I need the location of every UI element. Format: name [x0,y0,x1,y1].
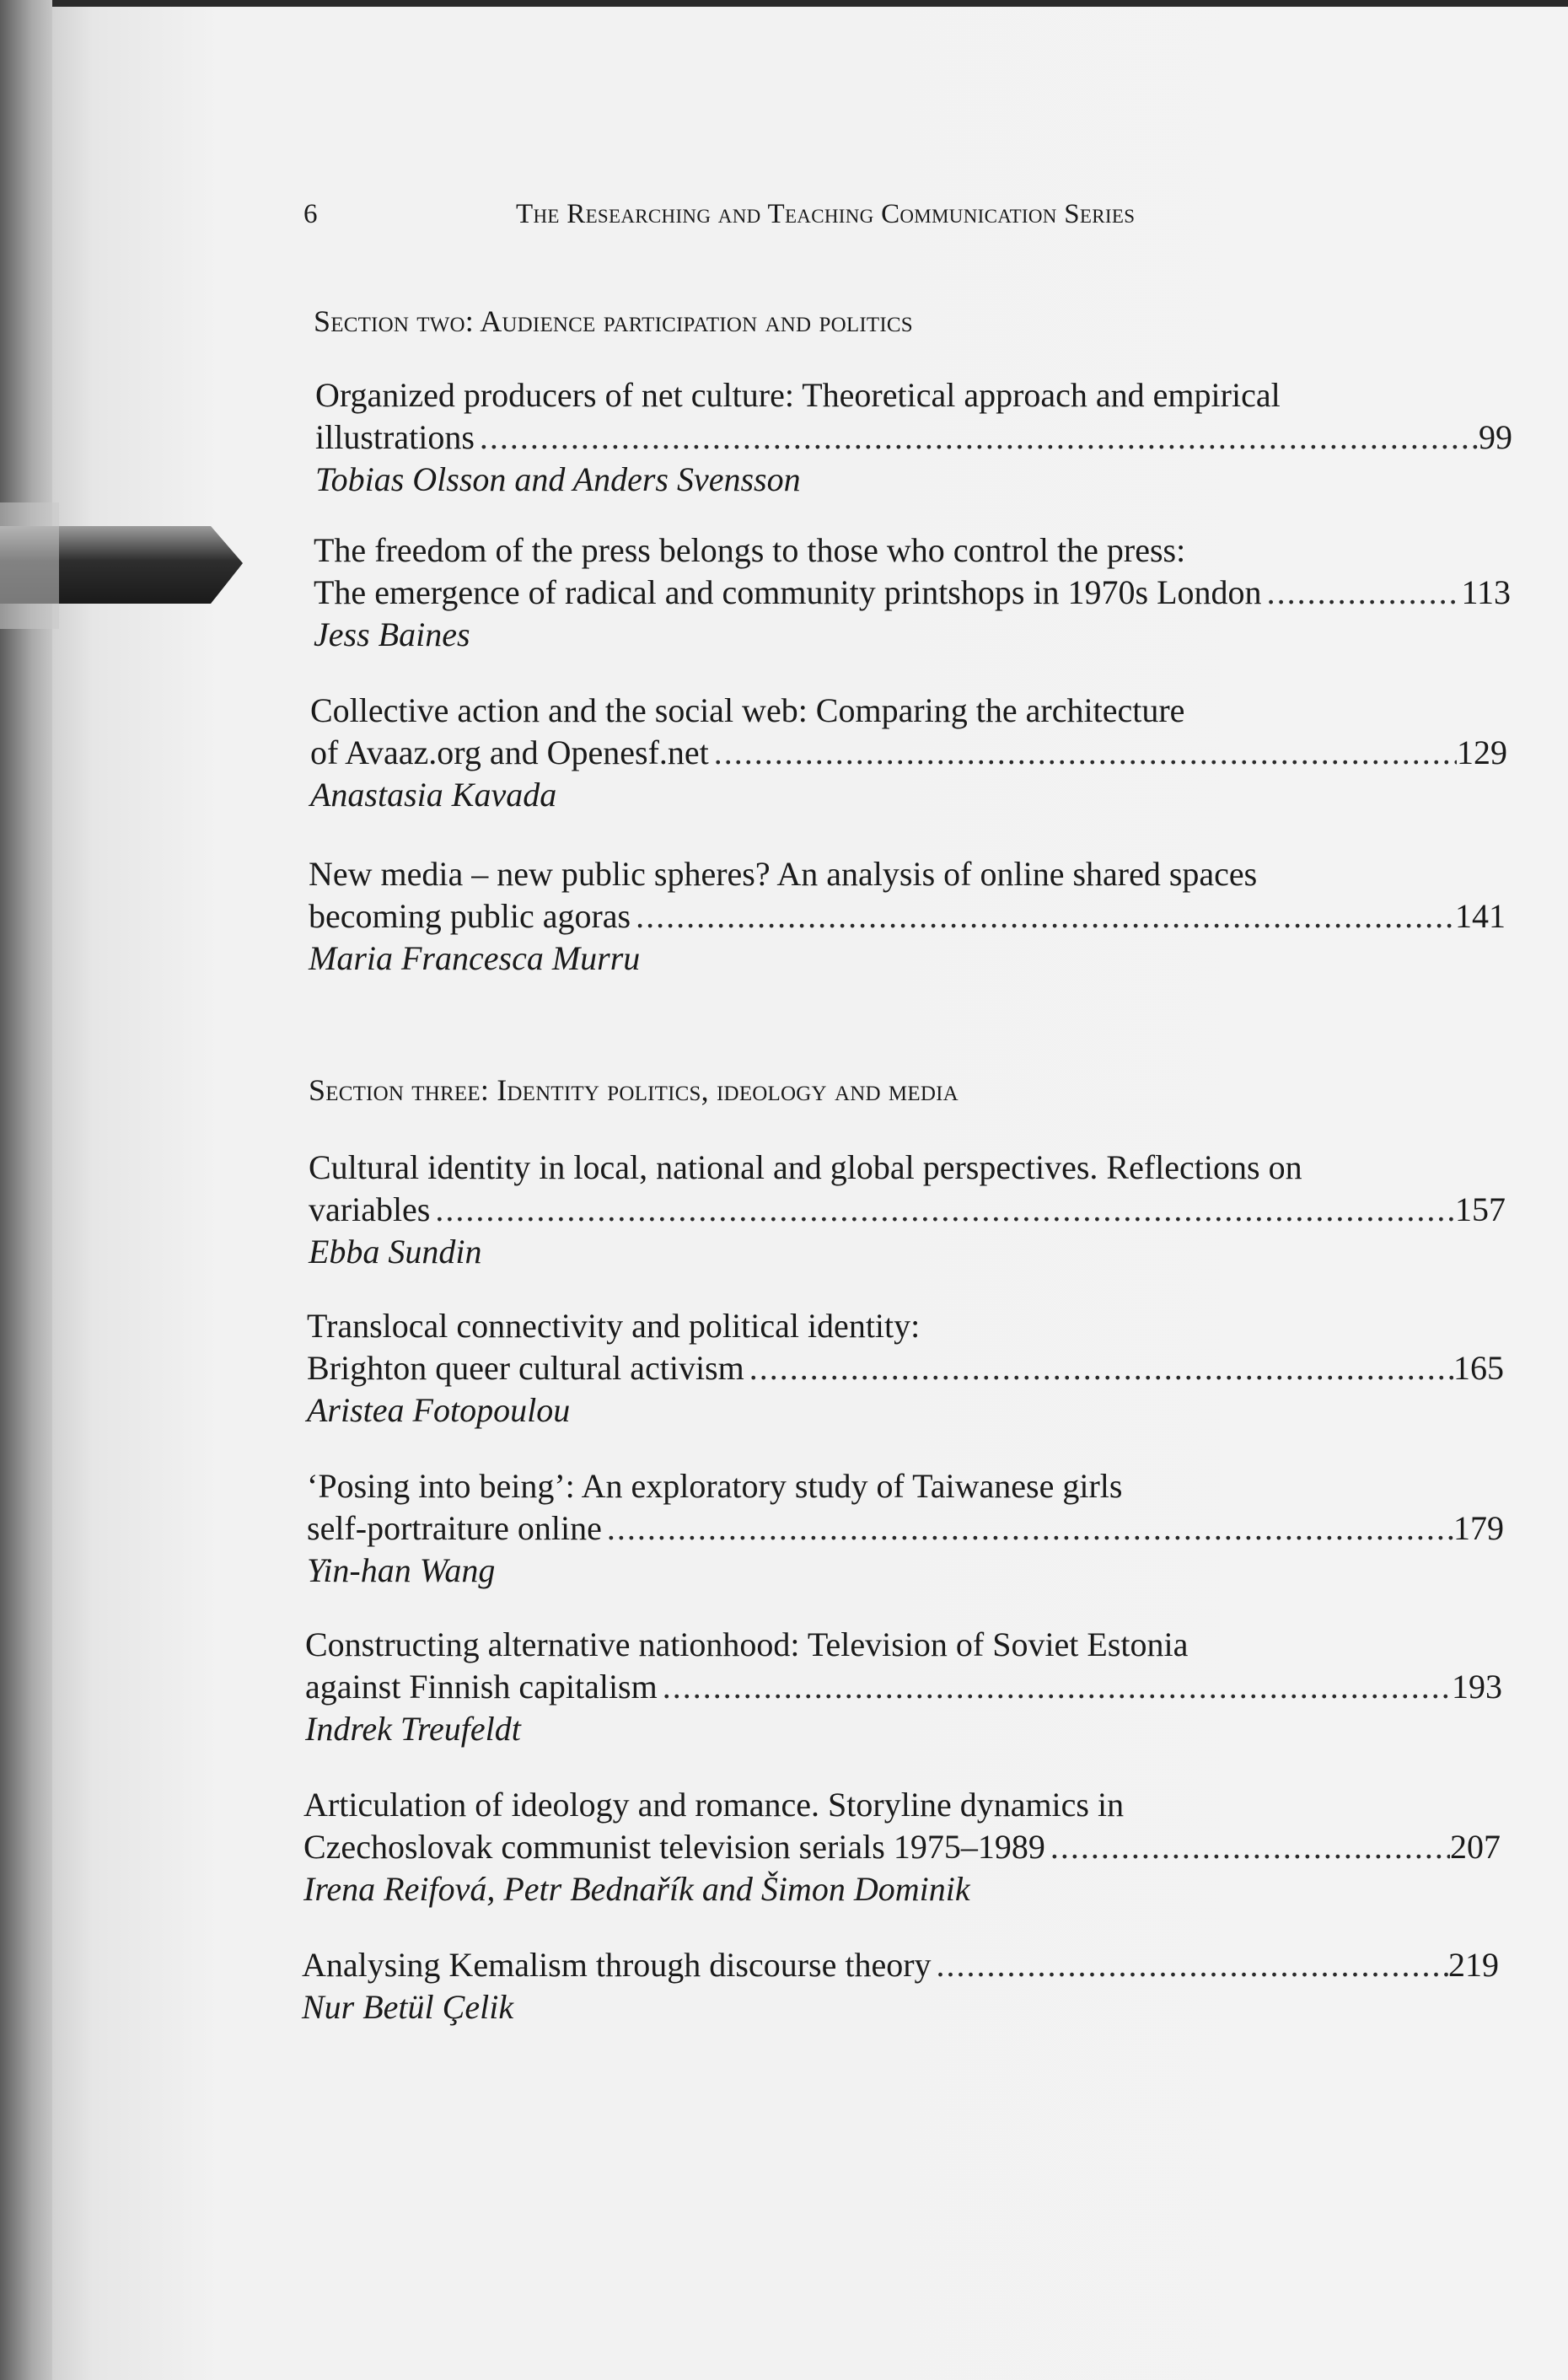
entry-page-number: 99 [1479,418,1512,456]
toc-entry[interactable] [307,1305,1504,1432]
section-heading: Section three: Identity politics, ideology and media [309,1073,959,1107]
entry-authors: Aristea Fotopoulou [307,1391,571,1429]
dot-leader [430,1189,1455,1231]
book-spine-shadow [0,0,52,2380]
entry-authors: Yin-han Wang [307,1551,496,1589]
dot-leader [932,1944,1448,1986]
dot-leader [1045,1826,1450,1868]
entry-title-line: against Finnish capitalism [305,1668,658,1706]
entry-title-line: Czechoslovak communist television serials 1975–1989 [303,1828,1045,1866]
dot-leader [475,416,1479,459]
entry-authors: Jess Baines [314,615,470,653]
scan-top-edge [0,0,1568,7]
dot-leader [631,895,1455,937]
entry-authors: Irena Reifová, Petr Bednařík and Šimon Dominik [303,1870,970,1908]
page-number: 6 [303,199,318,229]
entry-title-line: Collective action and the social web: Comparing the architecture [310,691,1185,729]
entry-authors: Indrek Treufeldt [305,1710,521,1748]
entry-authors: Maria Francesca Murru [309,939,641,977]
entry-page-number: 141 [1455,897,1506,935]
toc-entry[interactable] [307,1465,1504,1592]
dot-leader [658,1666,1452,1708]
toc-entry[interactable] [310,690,1507,816]
entry-title-line: Brighton queer cultural activism [307,1349,744,1387]
running-header [303,199,1315,239]
entry-title-line: New media – new public spheres? An analysis of online shared spaces [309,855,1258,893]
entry-page-number: 157 [1455,1190,1506,1228]
page-tab-marker [0,502,246,629]
entry-title-line: ‘Posing into being’: An exploratory study of Taiwanese girls [307,1467,1123,1505]
entry-title-line: The freedom of the press belongs to those who control the press: [314,531,1186,569]
entry-title-line: Cultural identity in local, national and global perspectives. Reflections on [309,1148,1302,1186]
toc-entry[interactable] [303,1784,1501,1910]
toc-entry[interactable] [305,1624,1502,1750]
entry-title-line: of Avaaz.org and Openesf.net [310,733,709,771]
toc-entry[interactable] [315,374,1512,501]
toc-entry[interactable] [309,853,1506,980]
toc-entry[interactable] [314,529,1511,656]
entry-title-line: Organized producers of net culture: Theoretical approach and empirical [315,376,1281,414]
entry-page-number: 219 [1448,1946,1499,1984]
dot-leader [1262,572,1462,614]
toc-entry[interactable] [309,1147,1506,1273]
entry-title-line: Translocal connectivity and political identity: [307,1307,921,1345]
entry-title-line: self-portraiture online [307,1509,602,1547]
section-heading: Section two: Audience participation and politics [314,304,913,338]
entry-authors: Nur Betül Çelik [302,1988,514,2026]
entry-authors: Anastasia Kavada [310,776,557,814]
entry-title-line: Constructing alternative nationhood: Television of Soviet Estonia [305,1625,1189,1663]
entry-page-number: 113 [1461,573,1511,611]
entry-title-line: The emergence of radical and community printshops in 1970s London [314,573,1262,611]
entry-page-number: 193 [1452,1668,1502,1706]
dot-leader [744,1347,1453,1389]
entry-title-line: Analysing Kemalism through discourse theory [302,1946,932,1984]
series-title: The Researching and Teaching Communication Series [516,199,1136,229]
entry-title-line: illustrations [315,418,475,456]
toc-entry[interactable] [302,1944,1499,2028]
entry-page-number: 207 [1450,1828,1501,1866]
entry-authors: Ebba Sundin [309,1233,482,1271]
entry-title-line: Articulation of ideology and romance. Storyline dynamics in [303,1786,1125,1824]
entry-authors: Tobias Olsson and Anders Svensson [315,460,801,498]
dot-leader [709,732,1457,774]
entry-page-number: 179 [1453,1509,1504,1547]
entry-page-number: 165 [1453,1349,1504,1387]
dot-leader [602,1507,1453,1550]
entry-page-number: 129 [1457,733,1507,771]
entry-title-line: becoming public agoras [309,897,631,935]
entry-title-line: variables [309,1190,431,1228]
